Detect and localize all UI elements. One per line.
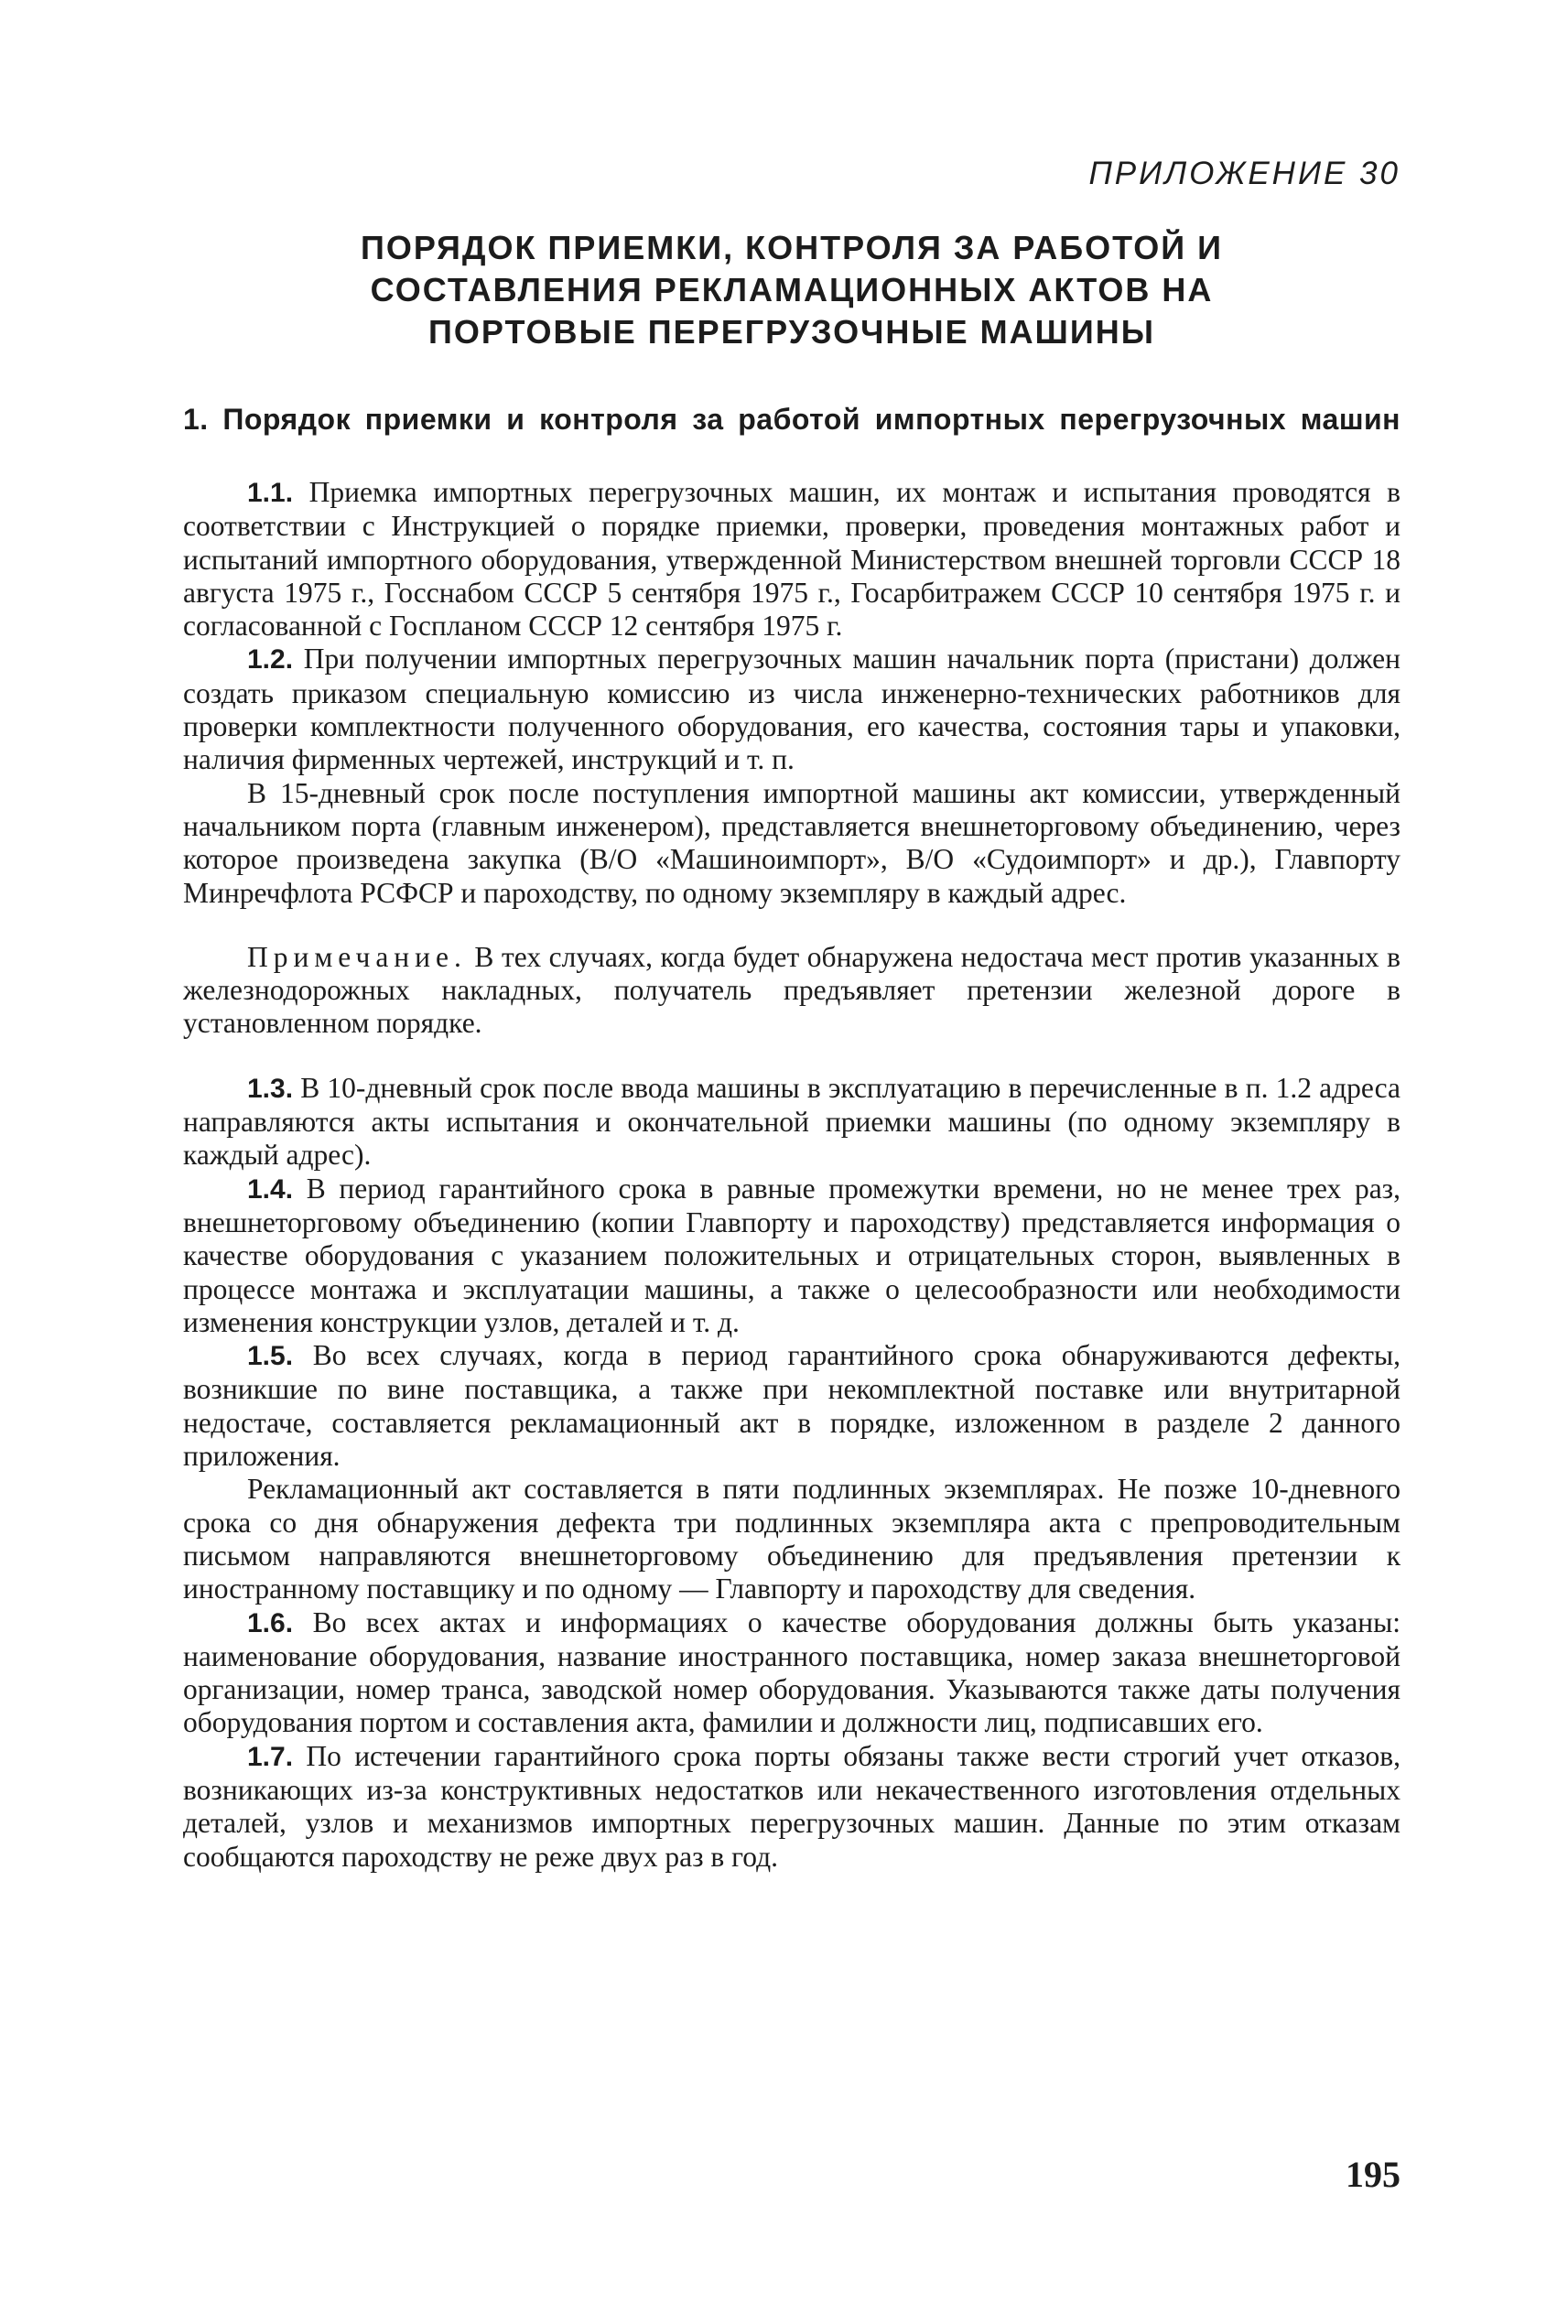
paragraph-number: 1.3. bbox=[247, 1073, 294, 1104]
paragraph-1-4 bbox=[183, 1173, 1400, 1339]
paragraph-text: По истечении гарантийного срока порты обязаны также вести строгий учет отказов, возникающих из-за конструктивных недостатков или некачественного изготовления отдельных деталей, узлов и механизмов импортных перегрузочных машин. Данные по этим отказам сообщаются пароходству не реже двух раз в год. bbox=[183, 1739, 1400, 1873]
paragraph-1-7 bbox=[183, 1740, 1400, 1874]
paragraph-text: В 10-дневный срок после ввода машины в эксплуатацию в перечисленные в п. 1.2 адреса направляются акты испытания и окончательной приемки машины (по одному экземпляру в каждый адрес). bbox=[183, 1071, 1400, 1172]
note-paragraph bbox=[183, 941, 1400, 1041]
note-label: Примечание. bbox=[247, 940, 467, 973]
title-line-3: ПОРТОВЫЕ ПЕРЕГРУЗОЧНЫЕ МАШИНЫ bbox=[428, 313, 1155, 351]
title-line-1: ПОРЯДОК ПРИЕМКИ, КОНТРОЛЯ ЗА РАБОТОЙ И bbox=[361, 229, 1223, 266]
paragraph-text: При получении импортных перегрузочных машин начальник порта (пристани) должен создать приказом специальную комиссию из числа инженерно-технических работников для проверки комплектности полученного оборудования, его качества, состояния тары и упаковки, наличия фирменных чертежей, инструкций и т. п. bbox=[183, 643, 1400, 776]
paragraph-text: Во всех актах и информациях о качестве оборудования должны быть указаны: наименование оборудования, название иностранного поставщика, номер заказа внешнеторговой организации, номер транса, заводской номер оборудования. Указываются также даты получения оборудования портом и составления акта, фамилии и должности лиц, подписавших его. bbox=[183, 1605, 1400, 1739]
paragraph-text: В период гарантийного срока в равные промежутки времени, но не менее трех раз, внешнеторговому объединению (копии Главпорту и пароходству) представляется информация о качестве оборудования с указанием положительных и отрицательных сторон, выявленных в процессе монтажа и эксплуатации машины, а также о целесообразности или необходимости изменения конструкции узлов, деталей и т. д. bbox=[183, 1172, 1400, 1338]
document-page bbox=[183, 137, 1400, 2279]
paragraph-1-3 bbox=[183, 1072, 1400, 1173]
appendix-label: ПРИЛОЖЕНИЕ 30 bbox=[1088, 156, 1400, 191]
paragraph-number: 1.2. bbox=[247, 644, 294, 676]
paragraph-1-2 bbox=[183, 643, 1400, 776]
paragraph-number: 1.6. bbox=[247, 1607, 294, 1638]
paragraph-text: Во всех случаях, когда в период гарантийного срока обнаруживаются дефекты, возникшие по вине поставщика, а также при некомплектной поставке или внутритарной недостаче, составляется рекламационный акт в порядке, изложенном в разделе 2 данного приложения. bbox=[183, 1339, 1400, 1473]
note-text: В тех случаях, когда будет обнаружена недостача мест против указанных в железнодорожных накладных, получатель предъявляет претензии железной дороге в установленном порядке. bbox=[183, 940, 1400, 1040]
document-title bbox=[183, 227, 1400, 353]
section-1-heading: 1. Порядок приемки и контроля за работой импортных перегрузочных машин bbox=[183, 403, 1400, 436]
paragraph-1-6 bbox=[183, 1606, 1400, 1740]
title-line-2: СОСТАВЛЕНИЯ РЕКЛАМАЦИОННЫХ АКТОВ НА bbox=[370, 271, 1214, 308]
paragraph-number: 1.5. bbox=[247, 1341, 294, 1372]
page-number: 195 bbox=[1346, 2154, 1400, 2195]
paragraph-1-2-continued: В 15-дневный срок после поступления импортной машины акт комиссии, утвержденный начальником порта (главным инженером), представляется внешнеторговому объединению, через которое произведена закупка (В/О «Машиноимпорт», В/О «Судоимпорт» и др.), Главпорту Минречфлота РСФСР и пароходству, по одному экземпляру в каждый адрес. bbox=[183, 776, 1400, 909]
paragraph-number: 1.7. bbox=[247, 1741, 294, 1772]
paragraph-1-5 bbox=[183, 1339, 1400, 1473]
paragraph-number: 1.4. bbox=[247, 1173, 294, 1205]
paragraph-1-5-continued: Рекламационный акт составляется в пяти подлинных экземплярах. Не позже 10-дневного срока со дня обнаружения дефекта три подлинных экземпляра акта с препроводительным письмом направляются внешнеторговому объединению для предъявления претензии к иностранному поставщику и по одному — Главпорту и пароходству для сведения. bbox=[183, 1473, 1400, 1605]
section-1-body bbox=[183, 476, 1400, 1874]
paragraph-text: Приемка импортных перегрузочных машин, их монтаж и испытания проводятся в соответствии с Инструкцией о порядке приемки, проверки, проведения монтажных работ и испытаний импортного оборудования, утвержденной Министерством внешней торговли СССР 18 августа 1975 г., Госснабом СССР 5 сентября 1975 г., Госарбитражем СССР 10 сентября 1975 г. и согласованной с Госпланом СССР 12 сентября 1975 г. bbox=[183, 476, 1400, 643]
paragraph-number: 1.1. bbox=[247, 478, 294, 508]
paragraph-1-1 bbox=[183, 476, 1400, 643]
